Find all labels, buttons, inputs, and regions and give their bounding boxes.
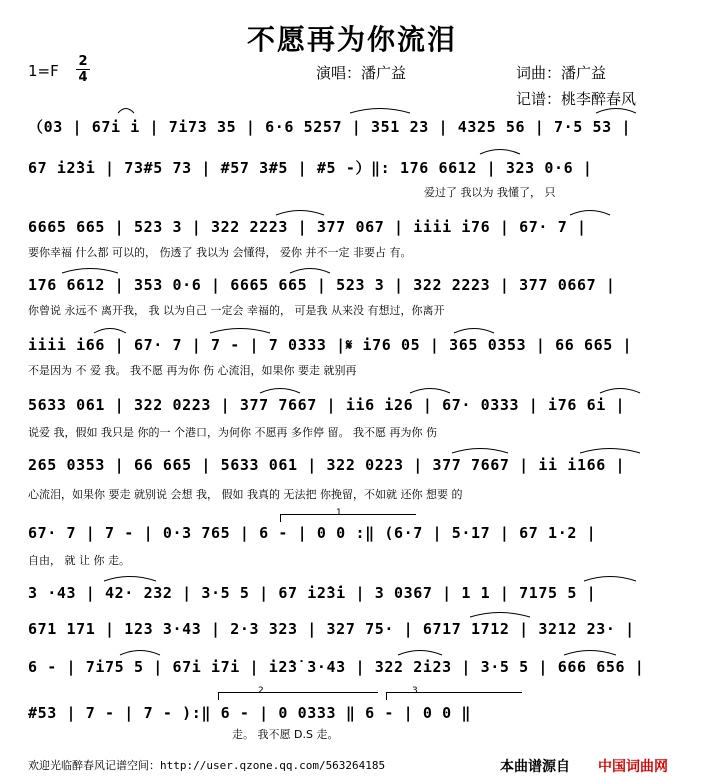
slur [398, 651, 442, 656]
slur [350, 109, 410, 114]
lyric-line-2: 爱过了 我以为 我懂了， 只 [424, 186, 556, 199]
singer-credit: 演唱：潘广益 [316, 64, 407, 82]
slur [596, 109, 636, 114]
music-line-4: 176 6612 | 353 0·6 | 6665 665 | 523 3 | 322 2223 | 377 0667 | [28, 276, 616, 294]
music-line-11: 6 - | 7i75 5 | 67i i7i | i2̇3̇ 3·43 | 322 2i23 | 3·5 5 | 666 656 | [28, 658, 645, 676]
key-signature: 1=F [28, 62, 59, 80]
slur [570, 211, 610, 216]
footer-website: 欢迎光临醉春风记谱空间：http://user.qzone.qq.com/563264185 [28, 759, 386, 772]
slur [580, 449, 640, 454]
slur [480, 150, 520, 155]
volta-1-number: 1 [336, 508, 342, 518]
footer-site-name: 中国词曲网 [598, 759, 668, 775]
slur [260, 389, 300, 394]
music-line-3: 6665 665 | 523 3 | 322 2223 | 377 067 | iiii i76 | 67· 7 | [28, 218, 587, 236]
footer-source-label: 本曲谱源自 [500, 759, 570, 775]
transcriber-credit: 记谱：桃李醉春风 [516, 90, 637, 108]
music-line-9: 3 ·43 | 42· 232 | 3·5 5 | 67 i2̇3̇i | 3 0367 | 1 1 | 7175 5 | [28, 584, 597, 602]
slur [94, 329, 126, 334]
music-line-5: iiii i66 | 67· 7 | 7 - | 7 0333 |𝄋 i76 05 | 365 0353 | 66 665 | [28, 336, 633, 354]
slur [454, 329, 494, 334]
music-line-2: 67 i2̇3̇i | 73#5 73 | #57 3#5 | #5 -）‖: 176 6612 | 323 0·6 | [28, 159, 593, 177]
slur [470, 613, 530, 618]
slur [452, 449, 508, 454]
slur [290, 269, 330, 274]
lyric-line-12: 走。 我不愿 D.S 走。 [232, 728, 339, 741]
lyric-line-7: 心流泪，如果你 要走 就别说 会想 我， 假如 我真的 无法把 你挽留，不如就 还你 想要 的 [28, 488, 463, 501]
lyric-line-4: 你曾说 永远不 离开我， 我 以为自己 一定会 幸福的， 可是我 从来没 有想过，你离开 [28, 304, 445, 317]
music-line-12: #53 | 7 - | 7 - ):‖ 6 - | 0 0333 ‖ 6 - | 0 0 ‖ [28, 704, 472, 722]
slur [410, 389, 450, 394]
page-title: 不愿再为你流泪 [246, 23, 457, 56]
slur [600, 389, 640, 394]
slur [118, 109, 134, 114]
music-line-10: 671 171 | 123 3·43 | 2·3 323 | 327 75· | 6717 1712 | 3212 23· | [28, 620, 635, 638]
slur [104, 577, 156, 582]
lyricist-composer-credit: 词曲：潘广益 [516, 64, 607, 82]
music-line-7: 265 0353 | 66 665 | 5633 061 | 322 0223 | 377 7667 | ii i166 | [28, 456, 626, 474]
slur [120, 651, 160, 656]
time-signature-bottom: 4 [78, 70, 88, 85]
lyric-line-3: 要你幸福 什么都 可以的， 伤透了 我以为 会懂得， 爱你 并不一定 非要占 有。 [28, 246, 412, 259]
volta-3-number: 3 [412, 686, 418, 696]
lyric-line-5: 不是因为 不 爱 我。 我不愿 再为你 伤 心流泪，如果你 要走 就别再 [28, 364, 357, 377]
music-line-1: （03 | 67i i | 7i73 35 | 6·6 5257 | 351 23 | 4325 56 | 7·5 53 | [28, 118, 632, 136]
lyric-line-8: 自由， 就 让 你 走。 [28, 554, 130, 567]
music-line-6: 5633 061 | 322 0223 | 377 7667 | ii6 i26 | 67· 0333 | i76 6i | [28, 396, 626, 414]
slur [564, 651, 616, 656]
music-line-8: 67· 7 | 7 - | 0·3 765 | 6 - | 0 0 :‖ (6·7 | 5·17 | 67 1·2 | [28, 524, 597, 542]
slur [584, 577, 636, 582]
lyric-line-6: 说爱 我，假如 我只是 你的一 个港口，为何你 不愿再 多作停 留。 我不愿 再为你 伤 [28, 426, 437, 439]
slur [210, 329, 270, 334]
slur [62, 269, 118, 274]
time-signature-top: 2 [78, 54, 88, 69]
volta-2-number: 2 [258, 686, 264, 696]
slur [276, 211, 324, 216]
